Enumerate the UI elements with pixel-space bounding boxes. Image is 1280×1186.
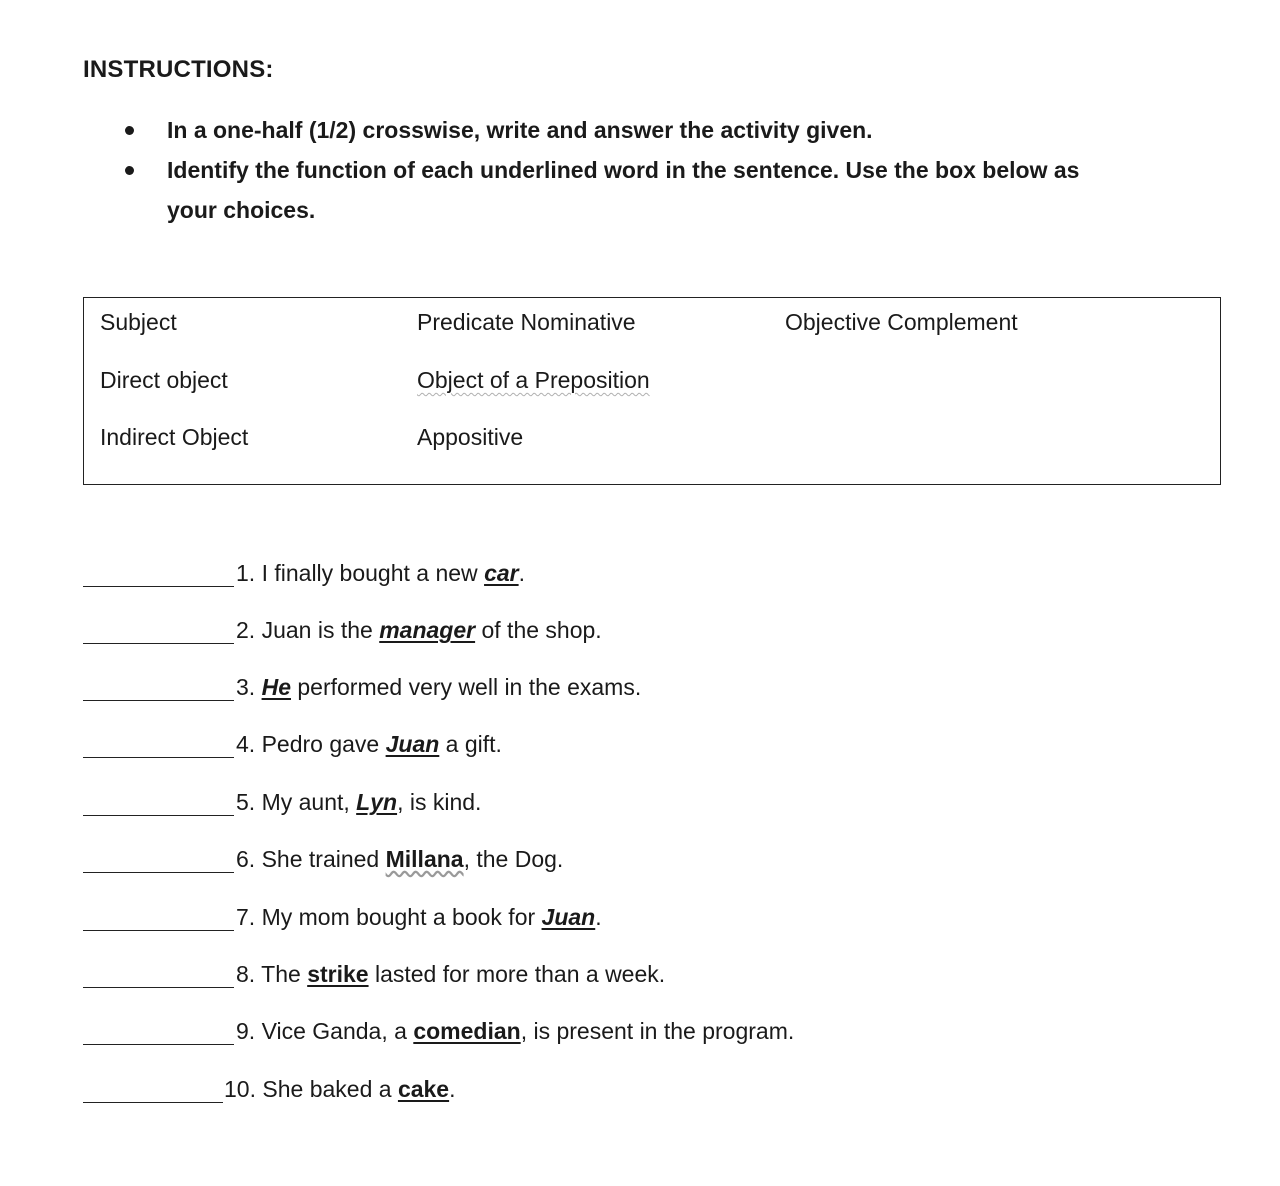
exercise-item-2 (0, 617, 1000, 647)
instruction-text: Identify the function of each underlined word in the sentence. Use the box below as your choices. (167, 157, 1080, 223)
instruction-item (167, 110, 1127, 150)
exercise-sentence: 8. The strike lasted for more than a week. (236, 961, 666, 987)
exercise-sentence: 4. Pedro gave Juan a gift. (236, 731, 502, 757)
underlined-word: cake (397, 1076, 450, 1102)
exercise-item-1 (0, 560, 1000, 590)
underlined-word: Lyn (356, 789, 398, 815)
choice-appositive: Appositive (417, 424, 524, 450)
answer-blank[interactable] (83, 586, 234, 587)
answer-blank[interactable] (83, 872, 234, 873)
choice-object-of-preposition (417, 367, 650, 394)
exercise-sentence: 5. My aunt, Lyn, is kind. (236, 789, 482, 815)
underlined-word: manager (379, 617, 476, 643)
choice-subject: Subject (100, 309, 177, 335)
exercise-item-10 (0, 1076, 1000, 1106)
exercise-sentence: 7. My mom bought a book for Juan. (236, 904, 602, 930)
answer-blank[interactable] (83, 643, 234, 644)
underlined-word: He (261, 674, 291, 700)
choice-object-of-preposition-label: Object of a Preposition (417, 367, 650, 393)
answer-blank[interactable] (83, 1102, 223, 1103)
answer-blank[interactable] (83, 815, 234, 816)
underlined-word: car (484, 560, 519, 586)
choice-direct-object: Direct object (100, 367, 228, 393)
exercise-item-3 (0, 674, 1000, 704)
exercise-sentence: 9. Vice Ganda, a comedian, is present in the program. (236, 1018, 795, 1044)
exercise-sentence: 2. Juan is the manager of the shop. (236, 617, 602, 643)
underlined-word: Juan (541, 904, 596, 930)
bullet-dot-icon (125, 126, 134, 135)
answer-blank[interactable] (83, 700, 234, 701)
answer-blank[interactable] (83, 987, 234, 988)
underlined-word: Juan (385, 731, 440, 757)
exercise-sentence: 1. I finally bought a new car. (236, 560, 525, 586)
answer-blank[interactable] (83, 930, 234, 931)
instruction-text: In a one-half (1/2) crosswise, write and answer the activity given. (167, 117, 873, 143)
exercise-item-4 (0, 731, 1000, 761)
choice-indirect-object: Indirect Object (100, 424, 249, 450)
exercise-item-7 (0, 904, 1000, 934)
exercise-sentence: 3. He performed very well in the exams. (236, 674, 642, 700)
underlined-word: strike (307, 961, 369, 987)
choice-objective-complement: Objective Complement (785, 309, 1018, 335)
exercise-item-6 (0, 846, 1000, 876)
underlined-word: comedian (413, 1018, 521, 1044)
answer-blank[interactable] (83, 757, 234, 758)
exercise-sentence: 10. She baked a cake. (224, 1076, 456, 1102)
exercise-item-5 (0, 789, 1000, 819)
exercise-sentence: 6. She trained Millana, the Dog. (236, 846, 564, 872)
bullet-dot-icon (125, 166, 134, 175)
answer-blank[interactable] (83, 1044, 234, 1045)
instruction-item (167, 150, 1127, 230)
choices-box (83, 297, 1221, 485)
choice-predicate-nominative: Predicate Nominative (417, 309, 636, 335)
exercise-item-9 (0, 1018, 1000, 1048)
exercise-item-8 (0, 961, 1000, 991)
instructions-heading: INSTRUCTIONS: (83, 56, 274, 83)
underlined-word: Millana (385, 846, 464, 872)
